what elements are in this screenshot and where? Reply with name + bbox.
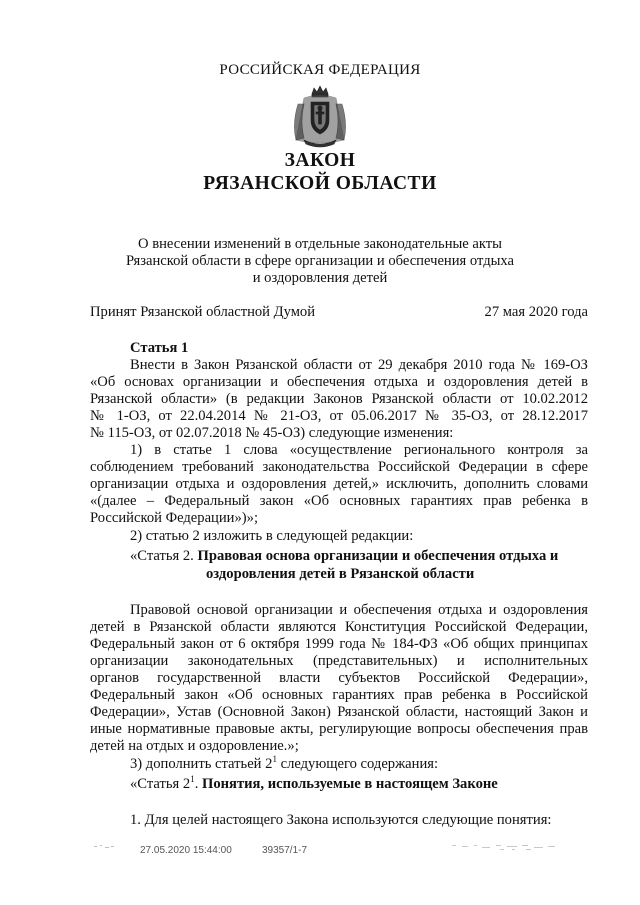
country-title: РОССИЙСКАЯ ФЕДЕРАЦИЯ <box>219 62 421 78</box>
paragraph-line: Рязанской области» (в редакции Законов Рязанской области от 10.02.2012 <box>90 391 588 407</box>
article2-prefix: «Статья 2. <box>130 548 194 564</box>
paragraph-line: «(далее – Федеральный закон «Об основных гарантиях прав ребенка в <box>90 493 588 509</box>
paragraph-line: № 1-ОЗ, от 22.04.2014 № 21-ОЗ, от 05.06.2017 № 35-ОЗ, от 28.12.2017 <box>90 408 588 424</box>
footer-timestamp: 27.05.2020 15:44:00 <box>140 845 232 856</box>
scan-noise-icon <box>452 843 562 851</box>
article2-heading <box>130 548 558 565</box>
article21-dot: . <box>194 776 199 792</box>
adopted-by: Принят Рязанской областной Думой <box>90 304 316 320</box>
paragraph-line: Внести в Закон Рязанской области от 29 декабря 2010 года № 169-ОЗ <box>130 357 588 373</box>
article21-superscript: 1 <box>190 774 195 785</box>
paragraph-line: иные нормативные правовые акты, регулирующие вопросы обеспечения прав <box>90 721 588 737</box>
article21-heading <box>130 776 498 793</box>
paragraph-line: организации законодательных (представительных) и исполнительных <box>90 653 588 669</box>
paragraph-line: Федеральный закон «Об основных гарантиях прав ребенка в Российской <box>90 687 588 703</box>
law-title: ЗАКОН <box>284 150 356 171</box>
paragraph-line: № 115-ОЗ, от 02.07.2018 № 45-ОЗ) следующие изменения: <box>90 425 454 441</box>
paragraph-line: Российской Федерации»)»; <box>90 510 258 526</box>
paragraph-line: соблюдением требований законодательства Российской Федерации в сфере <box>90 459 588 475</box>
footer-doc-number: 39357/1-7 <box>262 845 308 856</box>
paragraph-line: 1. Для целей настоящего Закона используются следующие понятия: <box>130 812 552 828</box>
paragraph-line: органов государственной власти субъектов Российской Федерации», <box>90 670 588 686</box>
paragraph-line: Федерации», Устав (Основной Закон) Рязанской области, настоящий Закон и <box>90 704 588 720</box>
item3-superscript: 1 <box>272 754 277 765</box>
paragraph-line: «Об основах организации и обеспечения отдыха и оздоровления детей в <box>90 374 588 390</box>
subject-line: О внесении изменений в отдельные законодательные акты <box>138 236 502 252</box>
paragraph-line: Федеральный закон от 6 октября 1999 года № 184-ФЗ «Об общих принципах <box>90 636 588 652</box>
article-heading: Статья 1 <box>130 340 189 356</box>
subject-line: и оздоровления детей <box>252 270 388 286</box>
paragraph-line: детей на отдых и оздоровление.»; <box>90 738 299 754</box>
paragraph-line: детей в Рязанской области являются Конституция Российской Федерации, <box>90 619 588 635</box>
paragraph-line: 2) статью 2 изложить в следующей редакции: <box>130 528 414 544</box>
scan-noise-icon <box>94 843 116 851</box>
article2-title: Правовая основа организации и обеспечения отдыха и <box>197 548 559 564</box>
article21-prefix: «Статья 2 <box>130 776 191 792</box>
article21-title: Понятия, используемые в настоящем Законе <box>202 776 498 792</box>
item3-text: 3) дополнить статьей 2 <box>130 756 273 772</box>
paragraph-line: организации отдыха и оздоровления детей,» исключить, дополнить словами <box>90 476 588 492</box>
paragraph-line: Правовой основой организации и обеспечения отдыха и оздоровления <box>130 602 588 618</box>
paragraph-line <box>130 756 438 773</box>
article2-title-continued: оздоровления детей в Рязанской области <box>206 566 475 582</box>
coat-of-arms-icon <box>284 84 356 148</box>
item3-text-end: следующего содержания: <box>276 756 439 772</box>
region-title: РЯЗАНСКОЙ ОБЛАСТИ <box>203 173 437 194</box>
adoption-date: 27 мая 2020 года <box>484 304 588 320</box>
paragraph-line: 1) в статье 1 слова «осуществление регионального контроля за <box>130 442 588 458</box>
subject-line: Рязанской области в сфере организации и обеспечения отдыха <box>125 253 515 269</box>
